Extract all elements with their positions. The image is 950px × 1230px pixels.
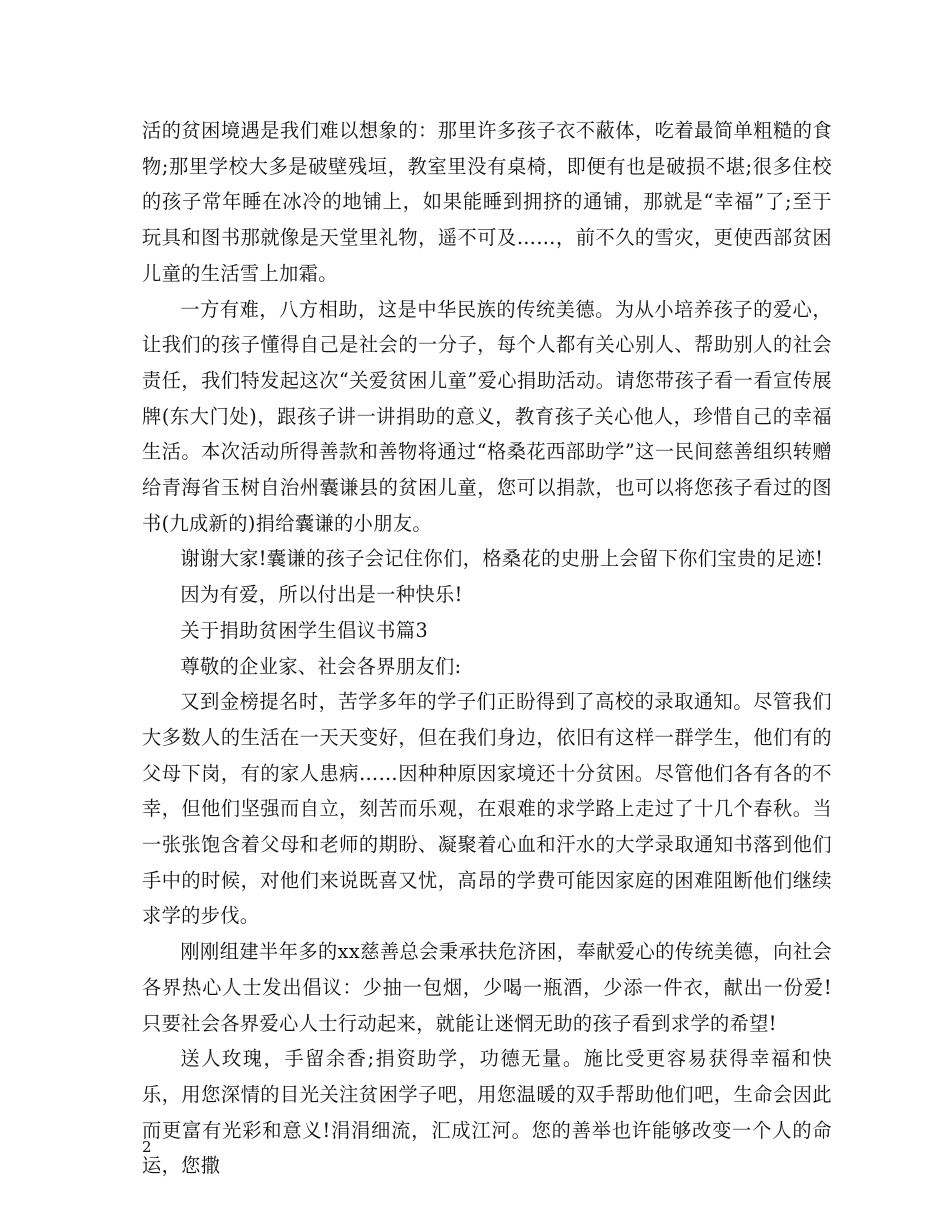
paragraph-continuation: 活的贫困境遇是我们难以想象的：那里许多孩子衣不蔽体，吃着最简单粗糙的食物;那里学校大多是破壁残垣，教室里没有桌椅，即便有也是破损不堪;很多住校的孩子常年睡在冰冷的地铺上，如果能睡到拥挤的通铺，那就是“幸福”了;至于玩具和图书那就像是天堂里礼物，遥不可及……，前不久的雪灾，更使西部贫困儿童的生活雪上加霜。 bbox=[142, 119, 832, 285]
section-heading: 关于捐助贫困学生倡议书篇3 bbox=[180, 618, 429, 642]
paragraph-initiative: 刚刚组建半年多的xx慈善总会秉承扶危济困，奉献爱心的传统美德，向社会各界热心人士发出倡议：少抽一包烟，少喝一瓶酒，少添一件衣，献出一份爱!只要社会各界爱心人士行动起来，就能让迷惘无助的孩子看到求学的希望! bbox=[142, 940, 832, 1035]
paragraph-mutual-aid: 一方有难，八方相助，这是中华民族的传统美德。为从小培养孩子的爱心，让我们的孩子懂得自己是社会的一分子，每个人都有关心别人、帮助别人的社会责任，我们特发起这次“关爱贫困儿童”爱心捐助活动。请您带孩子看一看宣传展牌(东大门处)，跟孩子讲一讲捐助的意义，教育孩子关心他人，珍惜自己的幸福生活。本次活动所得善款和善物将通过“格桑花西部助学”这一民间慈善组织转赠给青海省玉树自治州囊谦县的贫困儿童，您可以捐款，也可以将您孩子看过的图书(九成新的)捐给囊谦的小朋友。 bbox=[142, 297, 832, 535]
paragraph-roses: 送人玫瑰，手留余香;捐资助学，功德无量。施比受更容易获得幸福和快乐，用您深情的目光关注贫困学子吧，用您温暖的双手帮助他们吧，生命会因此而更富有光彩和意义!涓涓细流，汇成江河。您的善举也许能够改变一个人的命运，您撒 bbox=[142, 1047, 832, 1178]
paragraph-thanks: 谢谢大家!囊谦的孩子会记住你们，格桑花的史册上会留下你们宝贵的足迹! bbox=[180, 547, 824, 571]
document-body bbox=[142, 113, 832, 1184]
paragraph-love: 因为有爱，所以付出是一种快乐! bbox=[180, 583, 463, 607]
paragraph-admission: 又到金榜提名时，苦学多年的学子们正盼得到了高校的录取通知。尽管我们大多数人的生活在一天天变好，但在我们身边，依旧有这样一群学生，他们有的父母下岗，有的家人患病……因种种原因家境还十分贫困。尽管他们各有各的不幸，但他们坚强而自立，刻苦而乐观，在艰难的求学路上走过了十几个春秋。当一张张饱含着父母和老师的期盼、凝聚着心血和汗水的大学录取通知书落到他们手中的时候，对他们来说既喜又忧，高昂的学费可能因家庭的困难阻断他们继续求学的步伐。 bbox=[142, 690, 832, 928]
page-number: 2 bbox=[142, 1138, 152, 1156]
salutation: 尊敬的企业家、社会各界朋友们: bbox=[180, 654, 462, 678]
